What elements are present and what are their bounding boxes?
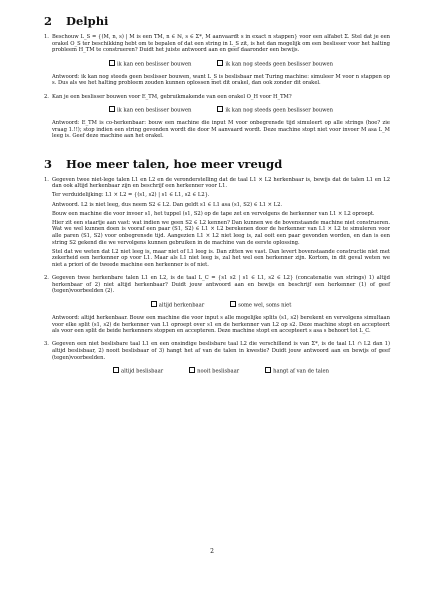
answer-choices: [52, 106, 390, 114]
answer-choices: [52, 60, 390, 68]
question-number: 2.: [44, 275, 49, 282]
question: [44, 94, 390, 143]
choice[interactable]: ik kan nog steeds geen beslisser bouwen: [217, 60, 333, 68]
question-text: Gegeven twee herkenbare talen L1 en L2, is de taal L_C = {s1 s2 | s1 ∈ L1, s2 ∈ L2} (concatenatie van strings) 1) altijd herkenbaar of 2) niet altijd herkenbaar? Duidt jouw antwoord aan en bewijs en beschrijf een herkenner (1) of geef (tegen)voorbeelden (2).: [52, 275, 390, 295]
question-text: Gegeven twee niet-lege talen L1 en L2 en de veronderstelling dat de taal L1 × L2 herkenbaar is, bewijs dat de talen L1 en L2 dan ook altijd herkenbaar zijn en beschrijf een herkenner voor L1.: [52, 176, 390, 190]
question-number: 1.: [44, 34, 49, 40]
question-text: Gegeven een niet beslisbare taal L1 en een onsindige beslisbare taal L2 die verschillend is van Σ*, is de taal L1 ∩ L2 dan 1) altijd beslisbaar, 2) nooit beslisbaar of 3) hangt het af van de talen in kwestie? Duidt jouw antwoord aan en bewijs of geef (tegen)voorbeelden.: [52, 341, 390, 361]
answer-text: Hier zit een staartje aan vast: wat indien we geen S2 ∈ L2 kennen? Dan kunnen we de bovenstaande machine niet construeren. Wat we wel kunnen doen is vooraf een paar (S1, S2) ∈ L1 × L2 berekenen door de herkenner van L1 × L2 te simuleren voor alle paren (S1, S2) voor onbegrensde tijd. Aangezien L1 × L2 niet leeg is, zal ooit een paar gevonden worden, en dan is een string S2 gekend die we vervolgens kunnen gebruiken in de machine van de eerste oplossing.: [52, 219, 390, 246]
question: [44, 177, 390, 272]
question: [44, 341, 390, 381]
checkbox-icon[interactable]: [230, 301, 236, 307]
checkbox-icon[interactable]: [109, 106, 115, 112]
document-page: [44, 14, 390, 381]
choice[interactable]: altijd beslisbaar: [113, 367, 163, 375]
checkbox-icon[interactable]: [109, 60, 115, 66]
section-title: Delphi: [66, 14, 109, 28]
answer-text: Stel dat we weten dat L2 niet leeg is, maar niet of L1 leeg is. Dan zitten we vast. Dan levert bovenstaande constructie niet met zekerheid een herkenner op voor L1. Maar als L1 niet leeg is, zal het wel een herkenner zijn. Kortom, in dit geval weten we niet a priori of de tweede machine een herkenner is of niet.: [52, 248, 390, 269]
choice[interactable]: altijd herkenbaar: [151, 301, 205, 309]
choice[interactable]: nooit beslisbaar: [189, 367, 239, 375]
question-number: 2.: [44, 93, 49, 100]
answer-choices: [52, 301, 390, 309]
answer-text: Antwoord: E_TM is co-herkenbaar: bouw een machine die input M voor onbegrensde tijd simuleert op alle strings (hoe? zie vraag 1.!!); stop indien een string gevonden wordt die door M aanvaard wordt. Deze machine stopt niet voor invoer M asa L_M leeg is. Geef deze machine aan het orakel.: [52, 120, 390, 140]
question: [44, 275, 390, 337]
question: [44, 34, 390, 90]
question-text: Beschouw L_S = {(M, n, s) | M is een TM, n ∈ ℕ, s ∈ Σ*, M aanvaardt s in exact n stappen} voor een alfabet Σ. Stel dat je een orakel O_S ter beschikking hebt om te bepalen of dat een string in L_S zit, is het dan mogelijk om een beslisser voor het halting probleem H_TM te construeren? Duidt het juiste antwoord aan en geef daaronder een bewijs.: [52, 34, 390, 54]
question-number: 3.: [44, 341, 49, 348]
answer-text: Antwoord: altijd herkenbaar. Bouw een machine die voor input s alle mogelijke splits (s1, s2) berekent en vervolgens simultaan voor elke split (s1, s2) de herkenner van L1 oproept over s1 en de herkenner van L2 op s2. Deze machine stopt en accepteert als voor een split de beide herkenners stoppen en accepteren. Deze machine stopt en accepteert s asa s behoort tot L_C.: [52, 315, 390, 335]
choice[interactable]: hangt af van de talen: [265, 367, 329, 375]
answer-text: Bouw een machine die voor invoer s1, het tuppel (s1, S2) op de tape zet en vervolgens de herkenner van L1 × L2 oproept.: [52, 210, 375, 217]
choice[interactable]: ik kan nog steeds geen beslisser bouwen: [217, 106, 333, 114]
checkbox-icon[interactable]: [217, 106, 223, 112]
checkbox-icon[interactable]: [113, 367, 119, 373]
checkbox-icon[interactable]: [151, 301, 157, 307]
question-text: Kan je een beslisser bouwen voor E_TM, gebruikmakende van een orakel O_H voor H_TM?: [52, 93, 292, 100]
checkbox-icon[interactable]: [189, 367, 195, 373]
answer-choices: [52, 367, 390, 375]
checkbox-icon[interactable]: [265, 367, 271, 373]
section-number: 2: [44, 14, 53, 28]
section-title: Hoe meer talen, hoe meer vreugd: [66, 156, 283, 171]
choice[interactable]: some wel, soms niet: [230, 301, 291, 309]
checkbox-icon[interactable]: [217, 60, 223, 66]
section-heading: [44, 157, 390, 171]
clarification-text: Ter verduidelijking: L1 × L2 = {(s1, s2) | s1 ∈ L1, s2 ∈ L2}.: [52, 192, 210, 199]
answer-text: Antwoord. L2 is niet leeg, dus neem S2 ∈ L2. Dan geldt s1 ∈ L1 asa (s1, S2) ∈ L1 × L2.: [52, 201, 283, 208]
question-number: 1.: [44, 176, 49, 183]
section-heading: [44, 14, 390, 28]
answer-text: Antwoord: ik kan nog steeds geen beslisser bouwen, want L_S is beslisbaar met Turing machine: simuleer M voor n stappen op s. Dus als we het halting probleem zouden kunnen oplossen met dit orakel, dan ook zonder dit orakel.: [52, 73, 390, 87]
section-number: 3: [44, 156, 53, 171]
choice[interactable]: ik kan een beslisser bouwen: [109, 106, 191, 114]
page-number: 2: [210, 548, 214, 555]
choice[interactable]: ik kan een beslisser bouwen: [109, 60, 191, 68]
